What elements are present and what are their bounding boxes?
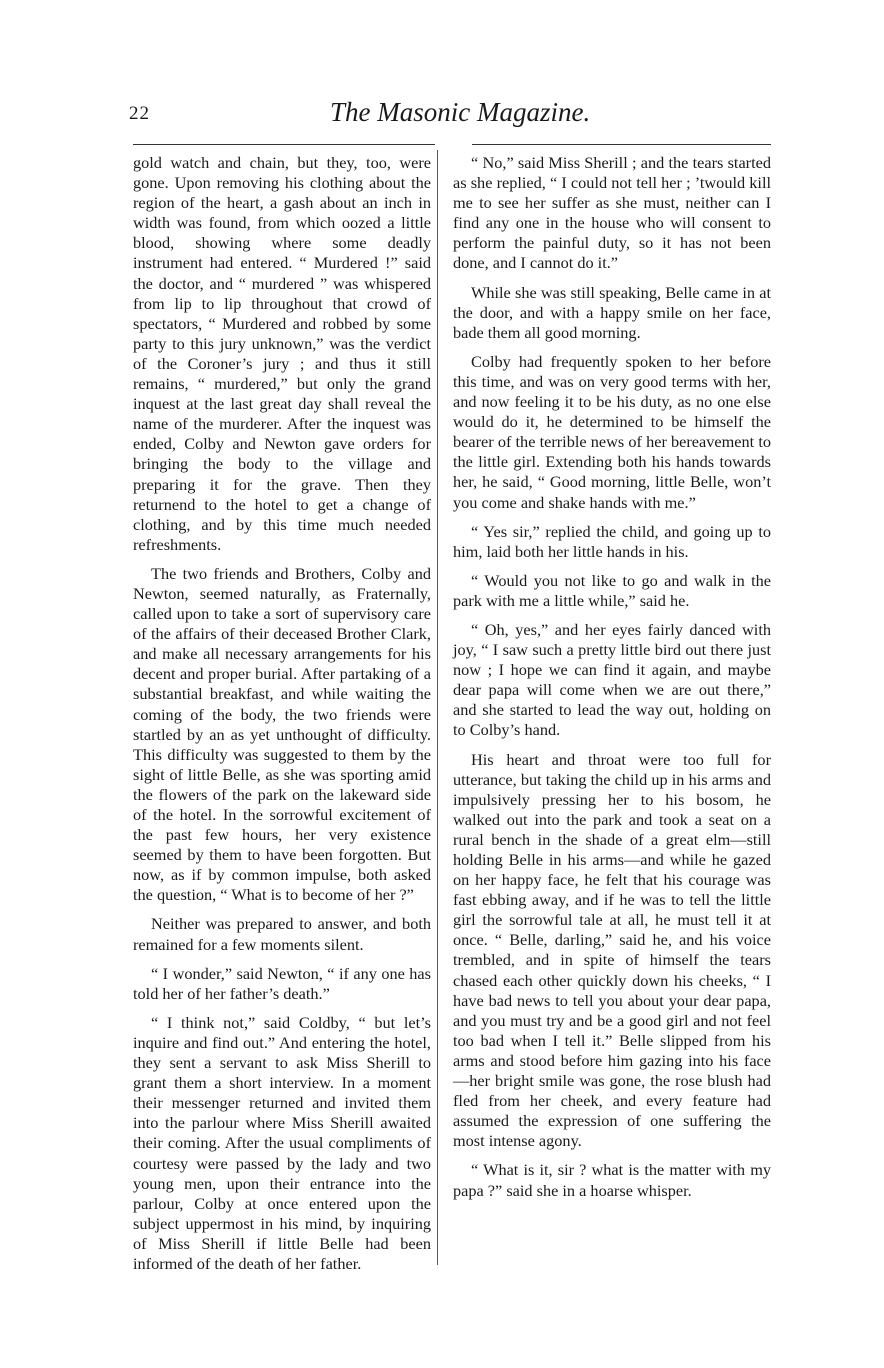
paragraph: The two friends and Brothers, Colby and Newton, seemed naturally, as Fraternally, called upon to take a sort of supervisory care of the affairs of their deceased Brother Clark, and make all necessary arrangements for his decent and proper burial. After partaking of a substantial breakfast, and while waiting the coming of the body, the two friends were startled by an as yet unthought of difficulty. This difficulty was suggested to them by the sight of little Belle, as she was sporting amid the flowers of the park on the lakeward side of the hotel. In the sorrowful excitement of the past few hours, her very existence seemed by them to have been forgotten. But now, as if by common impulse, both asked the question, “ What is to become of her ?”: [133, 563, 431, 905]
right-column: [453, 153, 771, 1210]
paragraph: “ I wonder,” said Newton, “ if any one has told her of her father’s death.”: [133, 963, 431, 1003]
paragraph: Colby had frequently spoken to her before this time, and was on very good terms with her, and now feeling it to be his duty, as no one else would do it, he determined to be himself the bearer of the terrible news of her bereavement to the little girl. Extending both his hands towards her, he said, “ Good morning, little Belle, won’t you come and shake hands with me.”: [453, 351, 771, 512]
paragraph: Neither was prepared to answer, and both remained for a few moments silent.: [133, 914, 431, 954]
header-rule-left: [133, 144, 435, 145]
paragraph: “ Oh, yes,” and her eyes fairly danced with joy, “ I saw such a pretty little bird out there just now ; I hope we can find it again, and maybe dear papa will come when we are out there,” and she started to lead the way out, holding on to Colby’s hand.: [453, 619, 771, 740]
header-rule-right: [472, 144, 771, 145]
paragraph: His heart and throat were too full for utterance, but taking the child up in his arms and impulsively pressing her to his bosom, he walked out into the park and took a seat on a rural bench in the shade of a great elm—still holding Belle in his arms—and while he gazed on her happy face, he felt that his courage was fast ebbing away, and if he was to tell the little girl the sorrowful tale at all, he must tell it at once. “ Belle, darling,” said he, and his voice trembled, and in spite of himself the tears chased each other quickly down his cheeks, “ I have bad news to tell you about your dear papa, and you must try and be a good girl and not feel too bad when I tell it.” Belle slipped from his arms and stood before him gazing into his face—her bright smile was gone, the rose blush had fled from her cheek, and every feature had assumed the expression of one suffering the most intense agony.: [453, 749, 771, 1151]
paragraph: While she was still speaking, Belle came in at the door, and with a happy smile on her face, bade them all good morning.: [453, 282, 771, 342]
paragraph: “ No,” said Miss Sherill ; and the tears started as she replied, “ I could not tell her ; ’twould kill me to see her suffer as she must, neither can I find any one in the house who will consent to perform the painful duty, so it has not been done, and I cannot do it.”: [453, 153, 771, 273]
paragraph: “ Would you not like to go and walk in the park with me a little while,” said he.: [453, 570, 771, 610]
paragraph: gold watch and chain, but they, too, were gone. Upon removing his clothing about the region of the heart, a gash about an inch in width was found, from which oozed a little blood, showing where some deadly instrument had entered. “ Murdered !” said the doctor, and “ murdered ” was whispered from lip to lip throughout that crowd of spectators, “ Murdered and robbed by some party to this jury unknown,” was the verdict of the Coroner’s jury ; and thus it still remains, “ murdered,” but only the grand inquest at the last great day shall reveal the name of the murderer. After the inquest was ended, Colby and Newton gave orders for bringing the body to the village and preparing it for the grave. Then they returnend to the hotel to get a change of clothing, and by this time much needed refreshments.: [133, 153, 431, 554]
paragraph: “ What is it, sir ? what is the matter with my papa ?” said she in a hoarse whisper.: [453, 1160, 771, 1200]
paragraph: “ Yes sir,” replied the child, and going up to him, laid both her little hands in his.: [453, 521, 771, 561]
running-title: The Masonic Magazine.: [330, 97, 591, 127]
paragraph: “ I think not,” said Coldby, “ but let’s inquire and find out.” And entering the hotel, they sent a servant to ask Miss Sherill to grant them a short interview. In a moment their messenger returned and invited them into the parlour where Miss Sherill awaited their coming. After the usual compliments of courtesy were passed by the lady and two young men, upon their entrance into the parlour, Colby at once entered upon the subject uppermost in his mind, by inquiring of Miss Sherill if little Belle had been informed of the death of her father.: [133, 1012, 431, 1273]
left-column: [133, 153, 431, 1283]
column-divider: [437, 150, 438, 1265]
page-number: 22: [129, 103, 150, 124]
